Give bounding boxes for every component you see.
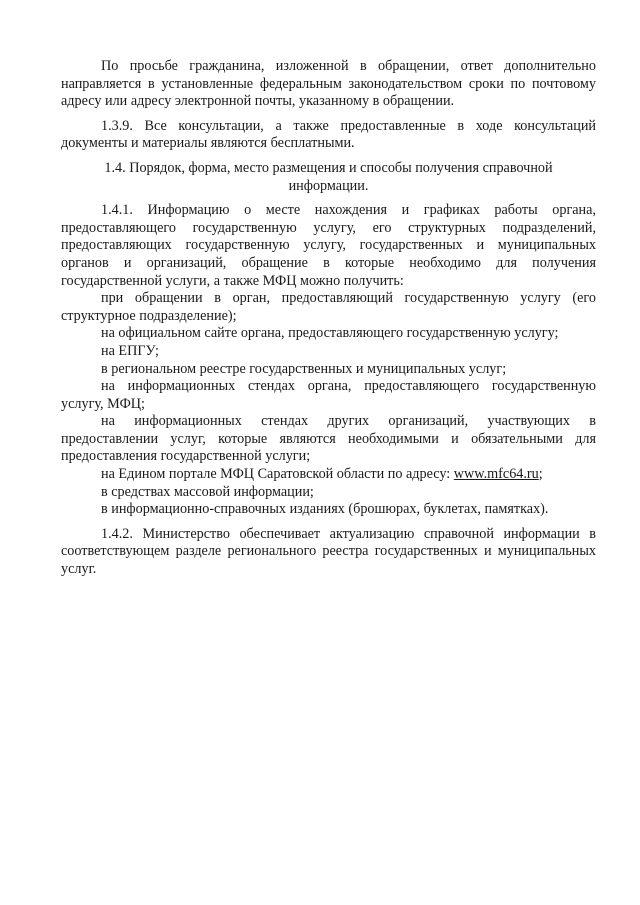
list-item-official-site: на официальном сайте органа, предоставляющего государственную услугу; — [101, 325, 559, 342]
list-item-authority-visit: при обращении в орган, предоставляющий государственную услугу (его структурное подразделение); — [61, 290, 596, 324]
paragraph-reply-delivery: По просьбе гражданина, изложенной в обращении, ответ дополнительно направляется в установленные федеральным законодательством сроки по почтовому адресу или адресу электронной почты, указанному в обращении. — [61, 58, 596, 110]
list-item-mass-media: в средствах массовой информации; — [101, 483, 314, 500]
document-body — [61, 58, 596, 579]
section-heading-1-4: 1.4. Порядок, форма, место размещения и способы получения справочной информации. — [104, 159, 553, 194]
mfc-portal-text: на Едином портале МФЦ Саратовской области по адресу: — [101, 466, 454, 483]
list-item-reference-publications: в информационно-справочных изданиях (брошюрах, буклетах, памятках). — [101, 501, 549, 518]
paragraph-1-4-2: 1.4.2. Министерство обеспечивает актуализацию справочной информации в соответствующем разделе регионального реестра государственных и муниципальных услуг. — [61, 525, 596, 578]
paragraph-1-3-9: 1.3.9. Все консультации, а также предоставленные в ходе консультаций документы и материалы являются бесплатными. — [61, 117, 596, 152]
paragraph-1-4-1: 1.4.1. Информацию о месте нахождения и графиках работы органа, предоставляющего государственную услугу, его структурных подразделений, предоставляющих государственную услугу, государственных и муниципальных органов и организаций, обращение в которые необходимо для получения государственной услуги, а также МФЦ можно получить: — [61, 202, 596, 289]
list-item-regional-registry: в региональном реестре государственных и муниципальных услуг; — [101, 360, 507, 377]
mfc-portal-link[interactable]: www.mfc64.ru — [453, 466, 539, 483]
list-item-mfc-portal — [61, 466, 596, 484]
list-item-authority-stands: на информационных стендах органа, предоставляющего государственную услугу, МФЦ; — [61, 378, 596, 412]
mfc-portal-suffix: ; — [538, 466, 543, 483]
list-item-epgu: на ЕПГУ; — [101, 342, 159, 359]
list-item-other-org-stands: на информационных стендах других организаций, участвующих в предоставлении услуг, которые являются необходимыми и обязательными для предоставления государственной услуги; — [61, 413, 596, 465]
